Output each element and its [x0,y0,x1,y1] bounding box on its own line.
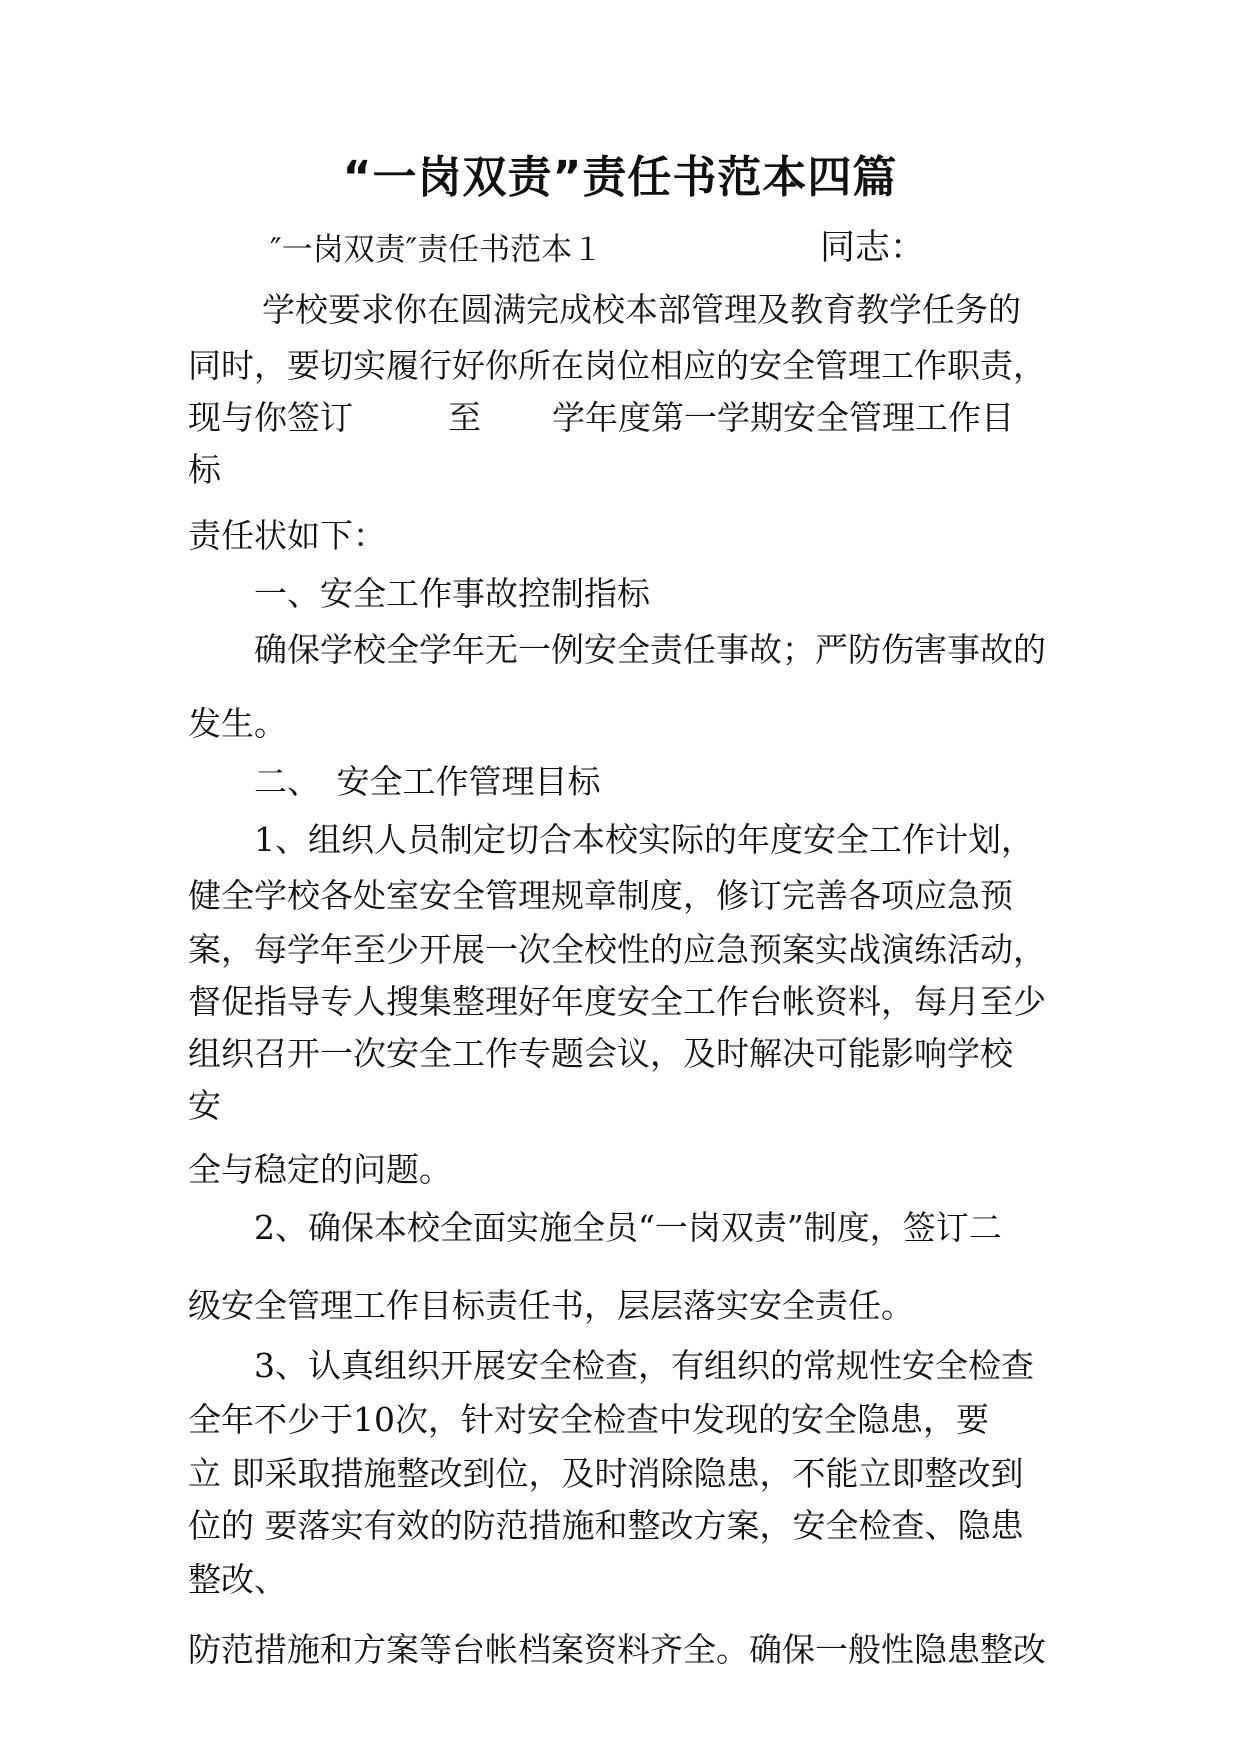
document-title: “一岗双责”责任书范本四篇 [342,152,898,203]
paragraph-line: 发生。 [188,704,287,743]
document-subtitle: ″一岗双责″责任书范本１ [270,232,604,268]
paragraph-line: 3、认真组织开展安全检查，有组织的常规性安全检查 [254,1346,1034,1385]
paragraph-line: 健全学校各处室安全管理规章制度，修订完善各项应急预 [188,876,1013,915]
paragraph-line: 组织召开一次安全工作专题会议，及时解决可能影响学校 [188,1034,1013,1073]
paragraph-line: 学校要求你在圆满完成校本部管理及教育教学任务的 [262,290,1021,329]
section-heading: 一、安全工作事故控制指标 [254,574,650,613]
paragraph-line: 同时，要切实履行好你所在岗位相应的安全管理工作职责， [188,346,1046,385]
paragraph-line: 现与你签订 [188,398,353,437]
paragraph-line: 标 [188,450,221,489]
paragraph-line: 级安全管理工作目标责任书，层层落实安全责任。 [188,1286,914,1325]
paragraph-line: 责任状如下： [188,516,386,555]
paragraph-line: 全与稳定的问题。 [188,1150,452,1189]
paragraph-line: 全年不少于10次，针对安全检查中发现的安全隐患，要 [188,1400,989,1439]
paragraph-line: 案，每学年至少开展一次全校性的应急预案实战演练活动， [188,930,1046,969]
paragraph-line: 安 [188,1086,221,1125]
paragraph-line: 防范措施和方案等台帐档案资料齐全。确保一般性隐患整改 [188,1630,1046,1669]
paragraph-line: 位的 要落实有效的防范措施和整改方案，安全检查、隐患 [188,1506,1024,1545]
paragraph-line: 确保学校全学年无一例安全责任事故；严防伤害事故的 [254,630,1046,669]
paragraph-line: 整改、 [188,1560,287,1599]
paragraph-line: 立 即采取措施整改到位，及时消除隐患，不能立即整改到 [188,1454,1024,1493]
paragraph-line: 1、组织人员制定切合本校实际的年度安全工作计划， [254,820,1034,859]
paragraph-line: 督促指导专人搜集整理好年度安全工作台帐资料，每月至少 [188,982,1046,1021]
paragraph-line: 2、确保本校全面实施全员“一岗双责”制度，签订二 [254,1208,1002,1247]
paragraph-line: 至 [448,398,481,437]
paragraph-line: 学年度第一学期安全管理工作目 [552,398,1014,437]
salutation: 同志： [820,228,926,268]
section-heading: 二、 安全工作管理目标 [254,762,601,801]
